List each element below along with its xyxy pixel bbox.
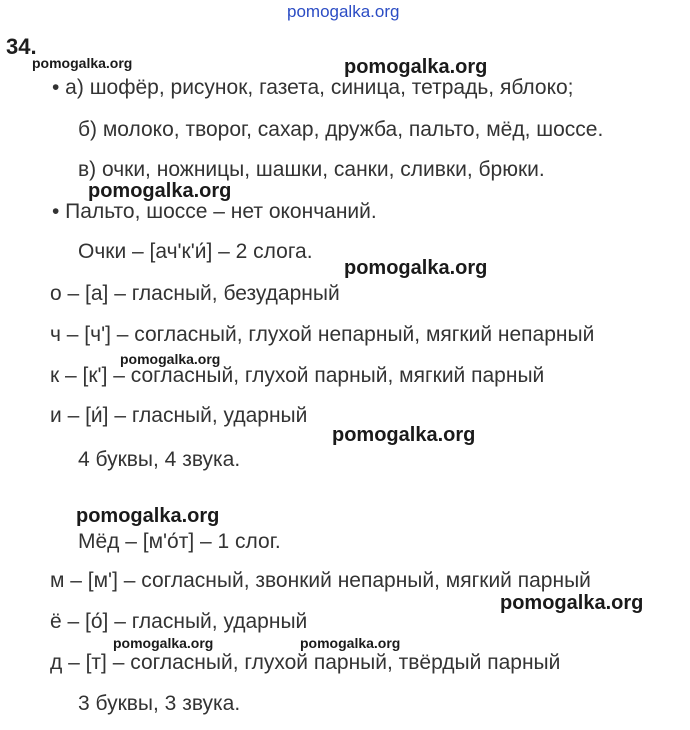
text-line: м – [м'] – согласный, звонкий непарный, мягкий парный [50, 569, 591, 592]
text-line: 3 буквы, 3 звука. [78, 692, 241, 715]
text-line: и – [и́] – гласный, ударный [50, 404, 308, 427]
watermark: pomogalka.org [76, 505, 220, 527]
watermark: pomogalka.org [32, 55, 133, 71]
text-line: о – [а] – гласный, безударный [50, 282, 340, 305]
watermark: pomogalka.org [113, 635, 214, 651]
watermark: pomogalka.org [332, 424, 476, 446]
text-line: • Пальто, шоссе – нет окончаний. [52, 200, 377, 223]
watermark: pomogalka.org [300, 635, 401, 651]
watermark-top: pomogalka.org [287, 2, 400, 21]
watermark: pomogalka.org [344, 257, 488, 279]
text-line: в) очки, ножницы, шашки, санки, сливки, брюки. [78, 158, 545, 181]
watermark: pomogalka.org [500, 592, 644, 614]
text-line: к – [к'] – согласный, глухой парный, мягкий парный [50, 364, 545, 387]
watermark: pomogalka.org [120, 351, 221, 367]
watermark: pomogalka.org [88, 180, 232, 202]
text-line: ч – [ч'] – согласный, глухой непарный, мягкий непарный [50, 323, 595, 346]
exercise-number: 34. [6, 34, 37, 59]
text-line: б) молоко, творог, сахар, дружба, пальто, мёд, шоссе. [78, 118, 604, 141]
text-line: ё – [о́] – гласный, ударный [50, 610, 308, 633]
text-line: • а) шофёр, рисунок, газета, синица, тетрадь, яблоко; [52, 76, 574, 99]
watermark: pomogalka.org [344, 56, 488, 78]
text-line: Очки – [ач'к'и́] – 2 слога. [78, 240, 313, 263]
text-line: д – [т] – согласный, глухой парный, твёрдый парный [50, 651, 561, 674]
text-line: 4 буквы, 4 звука. [78, 448, 241, 471]
text-line: Мёд – [м'о́т] – 1 слог. [78, 530, 281, 553]
